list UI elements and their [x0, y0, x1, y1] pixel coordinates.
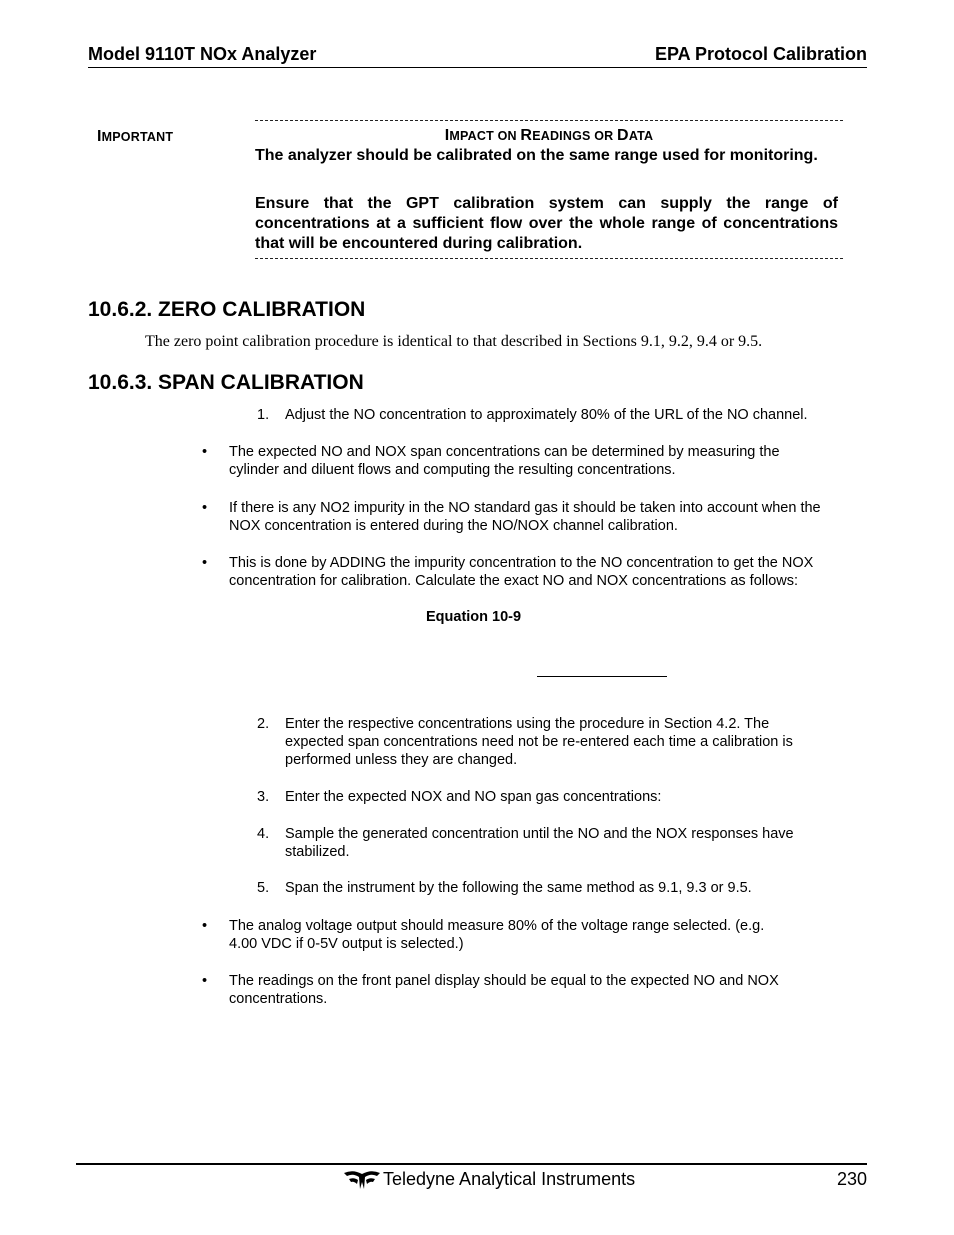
footer-rule — [76, 1163, 867, 1165]
step-number: 3. — [257, 789, 270, 805]
bullet-line: If there is any NO2 impurity in the NO standard gas it should be taken into account when the — [229, 500, 821, 516]
bullet-item — [202, 917, 862, 953]
bullet-item — [202, 972, 862, 1008]
bullet-icon: • — [202, 555, 208, 571]
bullet-icon: • — [202, 918, 208, 934]
equation-label: Equation 10-9 — [426, 609, 522, 625]
step-5 — [257, 879, 857, 897]
equation-fraction-line — [537, 676, 667, 677]
step-3 — [257, 788, 857, 806]
step-line: performed unless they are changed. — [285, 752, 518, 768]
bullet-line: The analog voltage output should measure 80% of the voltage range selected. (e.g. — [229, 918, 765, 934]
step-number: 2. — [257, 716, 270, 732]
step-line: Enter the respective concentrations using the procedure in Section 4.2. The — [285, 716, 770, 732]
step-line: stabilized. — [285, 844, 350, 860]
step-number: 4. — [257, 826, 270, 842]
important-paragraph-2: Ensure that the GPT calibration system can supply the range of concentrations at a sufficient flow over the whole range of concentrations that will be encountered during calibration. — [255, 195, 838, 252]
bullet-icon: • — [202, 500, 208, 516]
step-number: 1. — [257, 407, 270, 423]
bullet-line: The expected NO and NOX span concentrations can be determined by measuring the — [229, 444, 780, 460]
header-model-title: Model 9110T NOx Analyzer — [88, 44, 317, 64]
bullet-line: concentrations. — [229, 991, 328, 1007]
bullet-line: cylinder and diluent flows and computing the resulting concentrations. — [229, 462, 676, 478]
bullet-line: The readings on the front panel display should be equal to the expected NO and NOX — [229, 973, 779, 989]
bullet-icon: • — [202, 444, 208, 460]
step-text: Span the instrument by the following the same method as 9.1, 9.3 or 9.5. — [285, 880, 752, 896]
zero-calibration-heading: 10.6.2. ZERO CALIBRATION — [88, 298, 366, 321]
teledyne-logo-icon — [344, 1170, 380, 1190]
step-line: expected span concentrations need not be re-entered each time a calibration is — [285, 734, 793, 750]
step-number: 5. — [257, 880, 270, 896]
header-section-title: EPA Protocol Calibration — [654, 44, 867, 64]
step-line: Sample the generated concentration until the NO and the NOX responses have — [285, 826, 794, 842]
header-rule — [88, 67, 867, 68]
bullet-item — [202, 499, 872, 535]
bullet-item — [202, 443, 862, 479]
zero-calibration-text: The zero point calibration procedure is identical to that described in Sections 9.1, 9.2, 9.4 or 9.5. — [145, 333, 763, 350]
step-text: Enter the expected NOX and NO span gas concentrations: — [285, 789, 662, 805]
important-bottom-divider — [255, 258, 843, 259]
bullet-icon: • — [202, 973, 208, 989]
bullet-line: concentration for calibration. Calculate the exact NO and NOX concentrations as follows: — [229, 573, 799, 589]
bullet-line: 4.00 VDC if 0-5V output is selected.) — [229, 936, 464, 952]
bullet-line: This is done by ADDING the impurity concentration to the NO concentration to get the NOX — [229, 555, 814, 571]
bullet-line: NOX concentration is entered during the NO/NOX channel calibration. — [229, 518, 678, 534]
important-label: IMPORTANT — [97, 128, 174, 145]
important-paragraph-1: The analyzer should be calibrated on the same range used for monitoring. — [255, 147, 818, 164]
step-text: Adjust the NO concentration to approximately 80% of the URL of the NO channel. — [285, 407, 808, 423]
footer-company: Teledyne Analytical Instruments — [383, 1169, 636, 1189]
important-top-divider — [255, 120, 843, 121]
bullet-item — [202, 554, 862, 590]
page-number: 230 — [836, 1169, 867, 1189]
step-4 — [257, 825, 857, 861]
step-2 — [257, 715, 857, 769]
important-title: IMPACT ON READINGS OR DATA — [444, 127, 654, 144]
span-calibration-heading: 10.6.3. SPAN CALIBRATION — [88, 371, 364, 394]
step-1 — [257, 406, 857, 424]
